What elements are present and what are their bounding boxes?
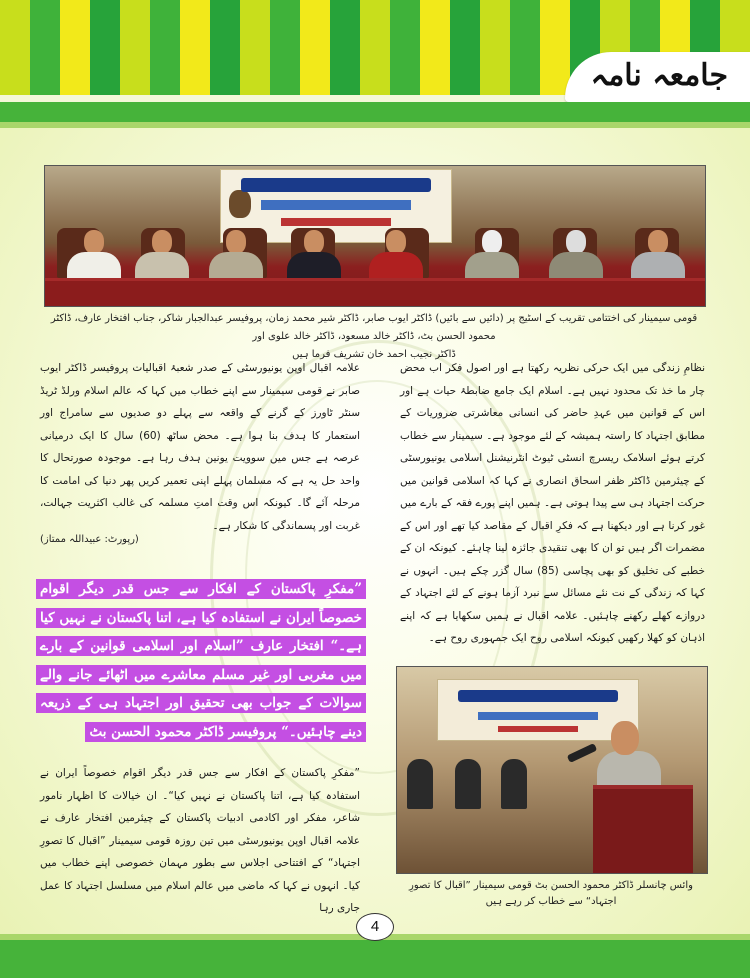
speaker-photo-caption: وائس چانسلر ڈاکٹر محمود الحسن بٹ قومی سیمینار ”اقبال کا تصورِ اجتہاد“ سے خطاب کر رہے ہیں — [409, 880, 693, 907]
caption-line: ڈاکٹر نجیب احمد خان تشریف فرما ہیں — [292, 349, 456, 360]
header-band — [0, 102, 750, 122]
article-column-right: نظامِ زندگی میں ایک حرکی نظریہ رکھتا ہے اور اصول فکر اب محض چار ما خذ تک محدود نہیں ہے۔ اسلام ایک جامع ضابطۂ حیات ہے اور اس کے قوانین میں عہدِ حاضر کی انسانی معاشرتی ضروریات کے مطابق اجتہاد کا راستہ ہمیشہ کے لئے موجود ہے۔ سیمینار سے خطاب کرتے ہوئے اسلامک ریسرچ انسٹی ٹیوٹ انٹرنیشنل اسلامی یونیورسٹی کے چیئرمین ڈاکٹر ظفر اسحاق انصاری نے کہا کہ اسلامی قوانین میں حرکت اجتہاد ہی سے پیدا ہوتی ہے۔ ہمیں اپنے پورے فقہ کے بارے میں غور کرنا ہے اور دیکھنا ہے کہ فکرِ اقبال کے مقاصد کیا تھے اور اس کے مضمرات اگر ہیں تو ان کا بھی تنقیدی جائزہ لینا چاہئے۔ کیونکہ ان کے خطبے کی تخلیق کو بھی پچاسی (85) سال گزر چکے ہیں۔ انہوں نے کہا کہ زندگی کے نت نئے مسائل سے نبرد آزما ہونے کے لئے اجتہاد کے دروازے کھلے رکھنے چاہئیں۔ علامہ اقبال نے ہمیں سکھایا ہے کہ اپنے اذہان کو کھلا رکھیں کیونکہ اسلامی روح ایک جمہوری روح ہے۔ — [400, 362, 705, 644]
footer-band — [0, 940, 750, 978]
speaker-head — [611, 721, 639, 755]
podium — [593, 785, 693, 874]
audience-member — [501, 759, 527, 809]
stage-table — [45, 278, 705, 307]
banner-title-strip — [241, 178, 431, 192]
seminar-banner — [437, 679, 639, 741]
article-column-left-lower: ”مفکرِ پاکستان کے افکار سے جس قدر دیگر اقوام خصوصاً ایران نے استفادہ کیا ہے، اتنا پاکستان نے نہیں کیا“۔ ان خیالات کا اظہار نامور شاعر، مفکر اور اکادمی ادبیات پاکستان کے چیئرمین افتخار عارف نے علامہ اقبال اوپن یونیورسٹی میں تین روزہ قومی سیمینار ”اقبال کا تصورِ اجتہاد“ کے افتتاحی اجلاس سے بطور مہمان خصوصی اپنے خطاب میں کیا۔ انہوں نے کہا کہ ماضی میں عالم اسلام میں مسلسل اجتہاد کا عمل جاری رہا — [40, 767, 360, 914]
speaker-photo — [396, 666, 708, 874]
section-title: جامعہ نامہ — [590, 58, 728, 93]
stage-photo — [44, 165, 706, 307]
audience-member — [455, 759, 481, 809]
pull-quote — [36, 575, 366, 746]
article-column-left: علامہ اقبال اوپن یونیورسٹی کے صدر شعبۂ اقبالیات پروفیسر ڈاکٹر ایوب صابر نے قومی سیمینار سے اپنے خطاب میں کہا کہ عالم اسلام ورلڈ ٹریڈ سنٹر ٹاورز کے گرنے کے واقعہ سے پہلے دو صدیوں سے سامراج اور استعمار کا ہدف بنا ہوا ہے۔ محض ساٹھ (60) سال کا ایک درمیانی عرصہ ہے جس میں سوویت یونین ہدف رہا ہے۔ موجودہ صورتحال کا واحد حل یہ ہے کہ مسلمان پہلے اپنی تعمیر کریں پھر دنیا کی امامت کا مرحلہ آئے گا۔ کیونکہ اس وقت امتِ مسلمہ کی غالب اکثریت جہالت، غربت اور پسماندگی کا شکار ہے۔ — [40, 362, 360, 532]
iqbal-portrait — [229, 190, 251, 218]
banner-subtitle-strip — [261, 200, 411, 210]
stage-photo-caption — [44, 310, 704, 364]
pull-quote-text: ”مفکرِ پاکستان کے افکار سے جس قدر دیگر اقوام خصوصاً ایران نے استفادہ کیا ہے، اتنا پاکستان نے نہیں کیا ہے۔“ افتخار عارف ”اسلام اور اسلامی قوانین کے بارے میں مغربی اور غیر مسلم معاشرے میں اٹھائے جانے والے سوالات کے جواب بھی تحقیق اور اجتہاد ہی کے ذریعہ دینے چاہئیں۔“ پروفیسر ڈاکٹر محمود الحسن بٹ — [36, 579, 366, 742]
caption-line: قومی سیمینار کی اختتامی تقریب کے اسٹیج پر (دائیں سے بائیں) ڈاکٹر ایوب صابر، ڈاکٹر شیر محمد زمان، پروفیسر عبدالجبار شاکر، جناب افتخار عارف، ڈاکٹر محمود الحسن بٹ، ڈاکٹر خالد مسعود، ڈاکٹر خالد علوی اور — [50, 313, 698, 342]
microphone-icon — [567, 743, 598, 763]
report-credit: (رپورٹ: عبیداللہ ممتاز) — [40, 534, 139, 545]
page-number: 4 — [356, 913, 394, 941]
banner-date-strip — [281, 218, 391, 226]
audience-member — [407, 759, 433, 809]
